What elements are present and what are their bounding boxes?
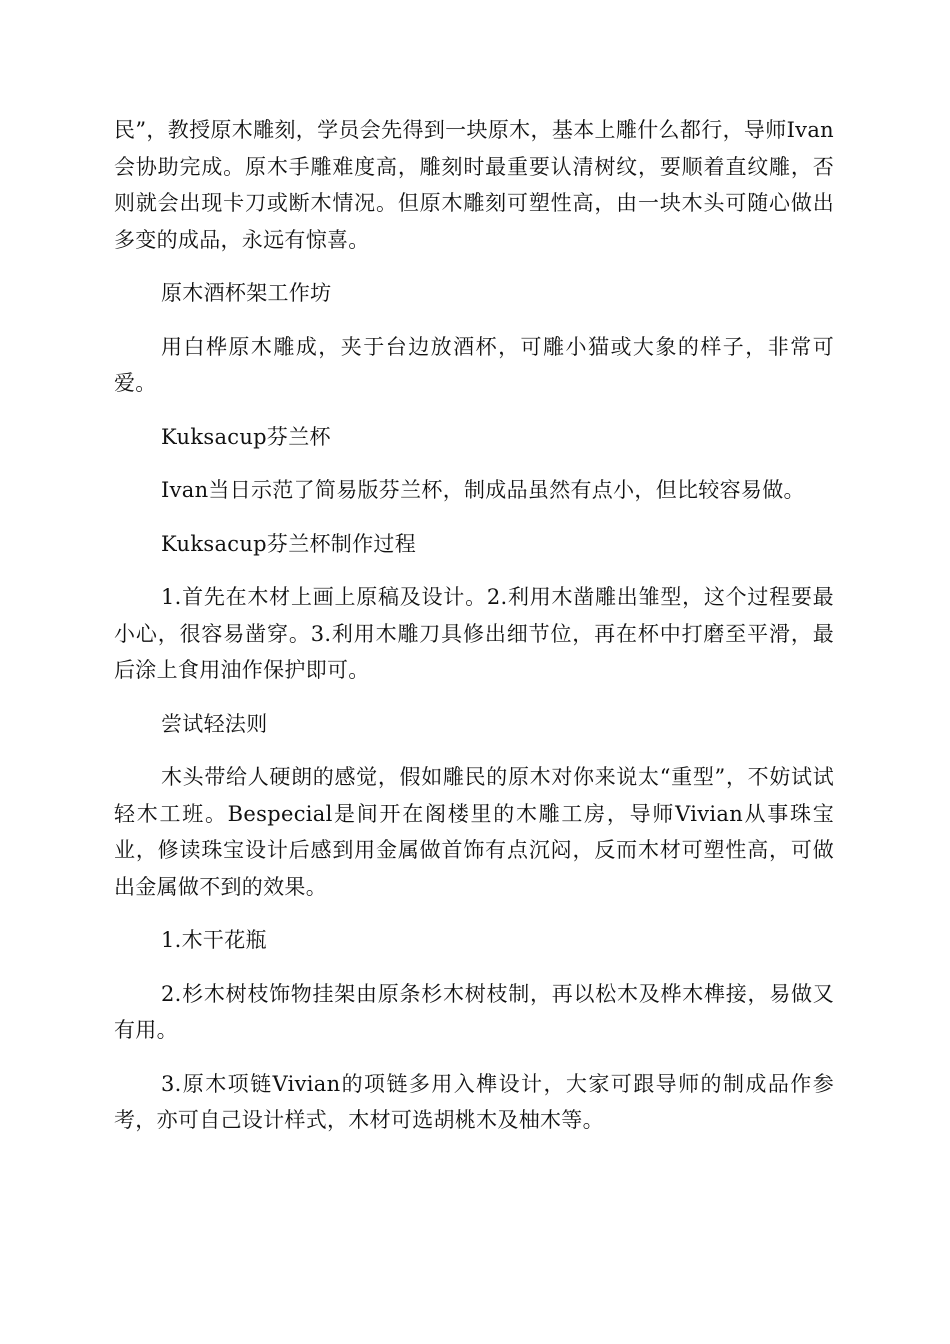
list-item-vase: 1.木干花瓶 bbox=[161, 928, 267, 952]
paragraph-kuksacup-demo: Ivan当日示范了简易版芬兰杯，制成品虽然有点小，但比较容易做。 bbox=[161, 478, 805, 502]
heading-kuksacup-process: Kuksacup芬兰杯制作过程 bbox=[161, 531, 417, 556]
heading-wine-rack-workshop: 原木酒杯架工作坊 bbox=[161, 281, 332, 305]
heading-kuksacup: Kuksacup芬兰杯 bbox=[161, 424, 331, 449]
heading-light-woodwork: 尝试轻法则 bbox=[161, 711, 268, 736]
paragraph-kuksacup-steps: 1.首先在木材上画上原稿及设计。2.利用木凿雕出雏型，这个过程要最小心，很容易凿穿。3.利用木雕刀具修出细节位，再在杯中打磨至平滑，最后涂上食用油作保护即可。 bbox=[114, 585, 834, 682]
article-body bbox=[114, 112, 834, 1156]
paragraph-bespecial: 木头带给人硬朗的感觉，假如雕民的原木对你来说太“重型”，不妨试试轻木工班。Bespecial是间开在阁楼里的木雕工房，导师Vivian从事珠宝业，修读珠宝设计后感到用金属做首饰有点沉闷，反而木材可塑性高，可做出金属做不到的效果。 bbox=[114, 765, 834, 899]
paragraph-wine-rack: 用白桦原木雕成，夹于台边放酒杯，可雕小猫或大象的样子，非常可爱。 bbox=[114, 334, 834, 395]
list-item-hanger: 2.杉木树枝饰物挂架由原条杉木树枝制，再以松木及桦木榫接，易做又有用。 bbox=[114, 981, 834, 1042]
paragraph-intro: 民”，教授原木雕刻，学员会先得到一块原木，基本上雕什么都行，导师Ivan会协助完成。原木手雕难度高，雕刻时最重要认清树纹，要顺着直纹雕，否则就会出现卡刀或断木情况。但原木雕刻可塑性高，由一块木头可随心做出多变的成品，永远有惊喜。 bbox=[114, 118, 834, 252]
list-item-necklace: 3.原木项链Vivian的项链多用入榫设计，大家可跟导师的制成品作参考，亦可自己设计样式，木材可选胡桃木及柚木等。 bbox=[114, 1071, 834, 1132]
